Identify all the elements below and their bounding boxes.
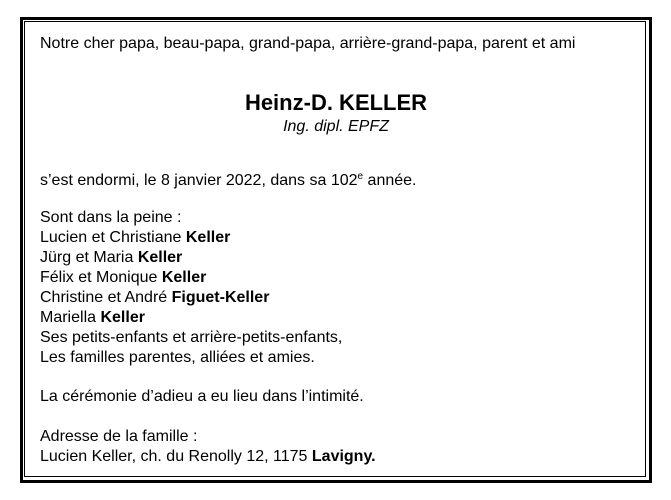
mourner-line xyxy=(40,228,342,248)
relatives-line: Les familles parentes, alliées et amies. xyxy=(40,349,315,366)
family-address xyxy=(40,427,376,467)
deceased-name: Heinz-D. KELLER xyxy=(244,90,428,115)
mourner-surname: Keller xyxy=(185,229,231,246)
intro-line: Notre cher papa, beau-papa, grand-papa, arrière-grand-papa, parent et ami xyxy=(40,35,576,52)
mourner-first-names: Félix et Monique xyxy=(40,269,162,286)
ceremony-statement: La cérémonie d’adieu a eu lieu dans l’intimité. xyxy=(40,388,364,405)
mourner-first-names: Lucien et Christiane xyxy=(40,229,186,246)
mourners-heading: Sont dans la peine : xyxy=(40,209,182,226)
mourners-list xyxy=(40,208,342,368)
death-statement xyxy=(40,171,416,191)
death-text-before: s’est endormi, le 8 janvier 2022, dans sa 102 xyxy=(40,172,358,189)
address-heading: Adresse de la famille : xyxy=(40,428,198,445)
mourner-line xyxy=(40,248,342,268)
mourner-first-names: Christine et André xyxy=(40,289,172,306)
address-street: Lucien Keller, ch. du Renolly 12, 1175 xyxy=(40,448,312,465)
relatives-line: Ses petits-enfants et arrière-petits-enfants, xyxy=(40,329,343,346)
mourner-first-names: Jürg et Maria xyxy=(40,249,138,266)
mourner-line xyxy=(40,268,342,288)
mourner-surname: Keller xyxy=(161,269,207,286)
deceased-title: Ing. dipl. EPFZ xyxy=(283,118,389,135)
address-town: Lavigny. xyxy=(311,448,376,465)
death-text-after: année. xyxy=(363,172,417,189)
mourner-first-names: Mariella xyxy=(40,309,101,326)
address-line xyxy=(40,447,376,467)
mourner-line xyxy=(40,308,342,328)
mourner-line xyxy=(40,288,342,308)
mourner-surname: Keller xyxy=(100,309,145,326)
mourner-surname: Keller xyxy=(137,249,183,266)
death-superscript: e xyxy=(357,171,364,182)
mourner-surname: Figuet-Keller xyxy=(171,289,270,306)
